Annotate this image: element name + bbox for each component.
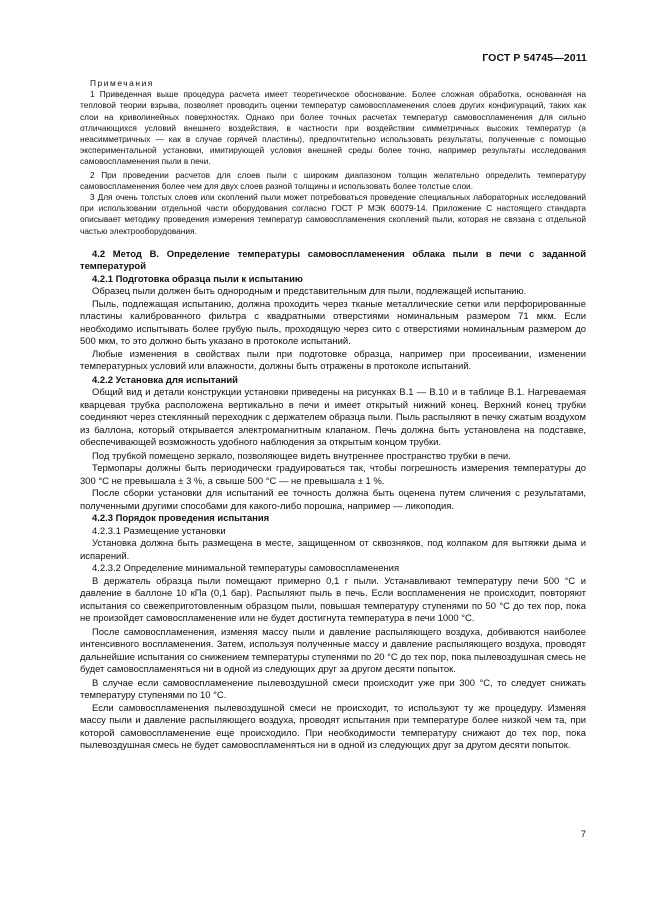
paragraph: Любые изменения в свойствах пыли при подготовке образца, например при просеивании, изменении температурных условий или влажности, должны быть отражены в протоколе испытаний. (80, 348, 586, 373)
paragraph: В держатель образца пыли помещают примерно 0,1 г пыли. Устанавливают температуру печи 500 °С и давление в баллоне 10 кПа (0,1 бар). Распыляют пыль в печь. Если воспламенения не происходит, повторяют испытания со свежеприготовленным образцом пыли, повышая температуру ступенями по 50 °С до тех пор, пока не произойдет самовоспламенение или не будет достигнута температура в печи 1000 °С. (80, 575, 586, 625)
note-item: 3 Для очень толстых слоев или скоплений пыли может потребоваться проведение специальных лабораторных исследований при использовании отдельной части оборудования согласно ГОСТ Р МЭК 60079-14. Приложение С настоящего стандарта описывает методику проведения измерения температур самовоспламенения скоплений пыли, которая не связана с отдельной частью электрооборудования. (80, 192, 586, 236)
subsubsection-heading: 4.2.3.2 Определение минимальной температуры самовоспламенения (92, 563, 400, 575)
paragraph: Общий вид и детали конструкции установки приведены на рисунках В.1 — В.10 и в таблице В.1. Нагреваемая кварцевая трубка расположена вертикально в печи и имеет открытый нижний конец. Верхний конец трубки соединяют через стеклянный переходник с держателем образца пыли. Пыль распыляют в печку сжатым воздухом из баллона, который открывается электромагнитным клапаном. Печь должна быть установлена на подставке, обеспечивающей возможность удобного наблюдения за открытым концом трубки. (80, 387, 586, 449)
subsection-heading: 4.2.1 Подготовка образца пыли к испытанию (92, 273, 303, 285)
paragraph: Если самовоспламенения пылевоздушной смеси не происходит, то используют ту же процедуру. Изменяя массу пыли и давление распыляющего воздуха, проводят испытания при температуре более низкой чем та, при которой самовоспламенение еще происходило. При необходимости температуру снижают до тех пор, пока пылевоздушная смесь не будет самовоспламеняться ни в одной из следующих друг за другом десяти попыток. (80, 702, 586, 752)
page-content (80, 78, 586, 753)
paragraph: Образец пыли должен быть однородным и представительным для пыли, подлежащей испытанию. (92, 286, 527, 298)
document-id: ГОСТ Р 54745—2011 (482, 52, 587, 64)
notes-title: Примечания (90, 78, 154, 88)
paragraph: В случае если самовоспламенение пылевоздушной смеси происходит уже при 300 °С, то следует снижать температуру ступенями по 10 °С. (80, 677, 586, 702)
section-4-2 (80, 249, 586, 753)
paragraph: После сборки установки для испытаний ее точность должна быть оценена путем сличения с результатами, полученными другими способами для какого-либо порошка, например — ликоподия. (80, 488, 586, 512)
note-item: 1 Приведенная выше процедура расчета имеет теоретическое обоснование. Более сложная обработка, основанная на тепловой теории взрыва, позволяет проводить оценки температур самовоспламенения слоев других конфигураций, таких как слои на криволинейных поверхностях. Однако при более точных расчетах температур самовоспламенения для сильно отличающихся условий внешнего воздействия, в частности при воздействии симметричных высоких температур (а неасимметричных — как в случае горячей пластины), предпочтительно использовать результаты, полученные с помощью экспериментальной установки, имитирующей условия внешней среды более точно, например результаты исследования самовоспламенения пыли в печи. (80, 89, 586, 167)
section-heading: 4.2 Метод В. Определение температуры самовоспламенения облака пыли в печи с заданной температурой (80, 248, 586, 273)
paragraph: Пыль, подлежащая испытанию, должна проходить через тканые металлические сетки или перфорированные пластины калиброванного фильтра с квадратными отверстиями номинальным размером 71 мкм. Если необходимо испытывать более грубую пыль, проходящую через сито с отверстиями номинальным размером до 500 мкм, то это должно быть указано в протоколе испытаний. (80, 298, 586, 348)
page-number: 7 (580, 829, 586, 840)
paragraph: Термопары должны быть периодически градуироваться так, чтобы погрешность измерения температуры до 300 °С не превышала ± 3 %, а свыше 500 °С — не превышала ± 1 %. (80, 463, 586, 487)
notes-block (80, 78, 586, 237)
subsection-heading: 4.2.3 Порядок проведения испытания (92, 513, 270, 525)
note-item: 2 При проведении расчетов для слоев пыли с широким диапазоном толщин желательно определить температуру самовоспламенения более чем для двух слоев разной толщины и использовать более толстые слои. (80, 169, 586, 191)
subsubsection-heading: 4.2.3.1 Размещение установки (92, 525, 226, 537)
subsection-heading: 4.2.2 Установка для испытаний (92, 374, 238, 386)
paragraph: Под трубкой помещено зеркало, позволяющее видеть внутреннее пространство трубки в печи. (92, 450, 511, 462)
paragraph: Установка должна быть размещена в месте, защищенном от сквозняков, под колпаком для вытяжки дыма и испарений. (80, 538, 586, 562)
paragraph: После самовоспламенения, изменяя массу пыли и давление распыляющего воздуха, добиваются наиболее интенсивного воспламенения. Затем, используя полученные массу и давление распыляющего воздуха, проводят дальнейшие испытания со снижением температуры ступенями по 20 °С до тех пор, пока пылевоздушная смесь не будет самовоспламеняться ни в одной из следующих друг за другом десяти попыток. (80, 626, 586, 676)
